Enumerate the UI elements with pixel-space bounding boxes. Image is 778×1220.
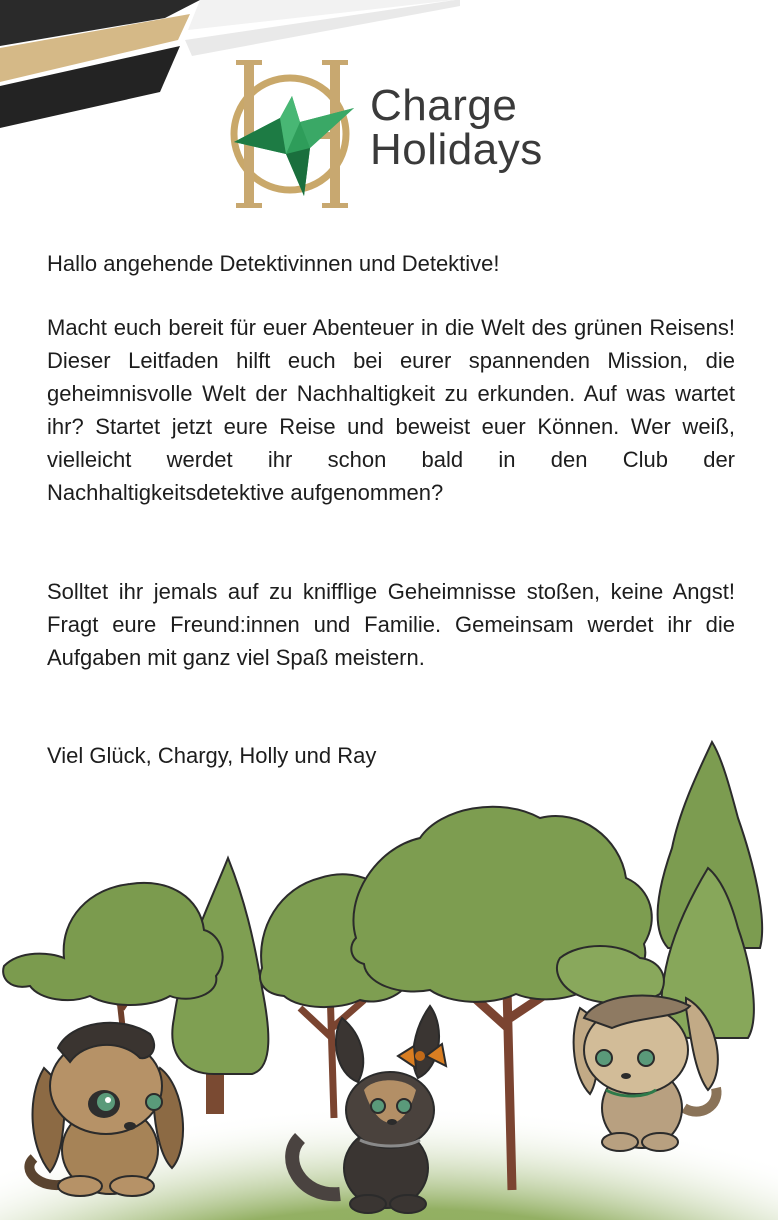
intro-paragraph: Macht euch bereit für euer Abenteuer in die Welt des grünen Reisens! Dieser Leitfaden hilft euch bei eurer spannenden Mission, die geheimnisvolle Welt der Nachhaltigkeit zu erkunden. Auf was wartet ihr? Startet jetzt eure Reise und beweist euer Können. Wer weiß, vielleicht werdet ihr schon bald in den Club der Nachhaltigkeitsdetektive aufgenommen? — [47, 315, 735, 505]
logo-line-1: Charge — [370, 81, 518, 130]
greeting-heading: Hallo angehende Detektivinnen und Detektive! — [47, 251, 500, 276]
forest-illustration — [0, 738, 778, 1220]
help-paragraph: Solltet ihr jemals auf zu knifflige Geheimnisse stoßen, keine Angst! Fragt eure Freund:innen und Familie. Gemeinsam werdet ihr die Aufgaben mit ganz viel Spaß meistern. — [47, 579, 735, 670]
logo-line-2: Holidays — [370, 125, 543, 174]
conifer-tree-right — [658, 742, 763, 1038]
signoff-text: Viel Glück, Chargy, Holly und Ray — [47, 743, 377, 768]
charge-holidays-logo — [222, 58, 562, 210]
logo-wordmark — [370, 81, 543, 174]
logo-emblem-icon — [222, 58, 362, 210]
